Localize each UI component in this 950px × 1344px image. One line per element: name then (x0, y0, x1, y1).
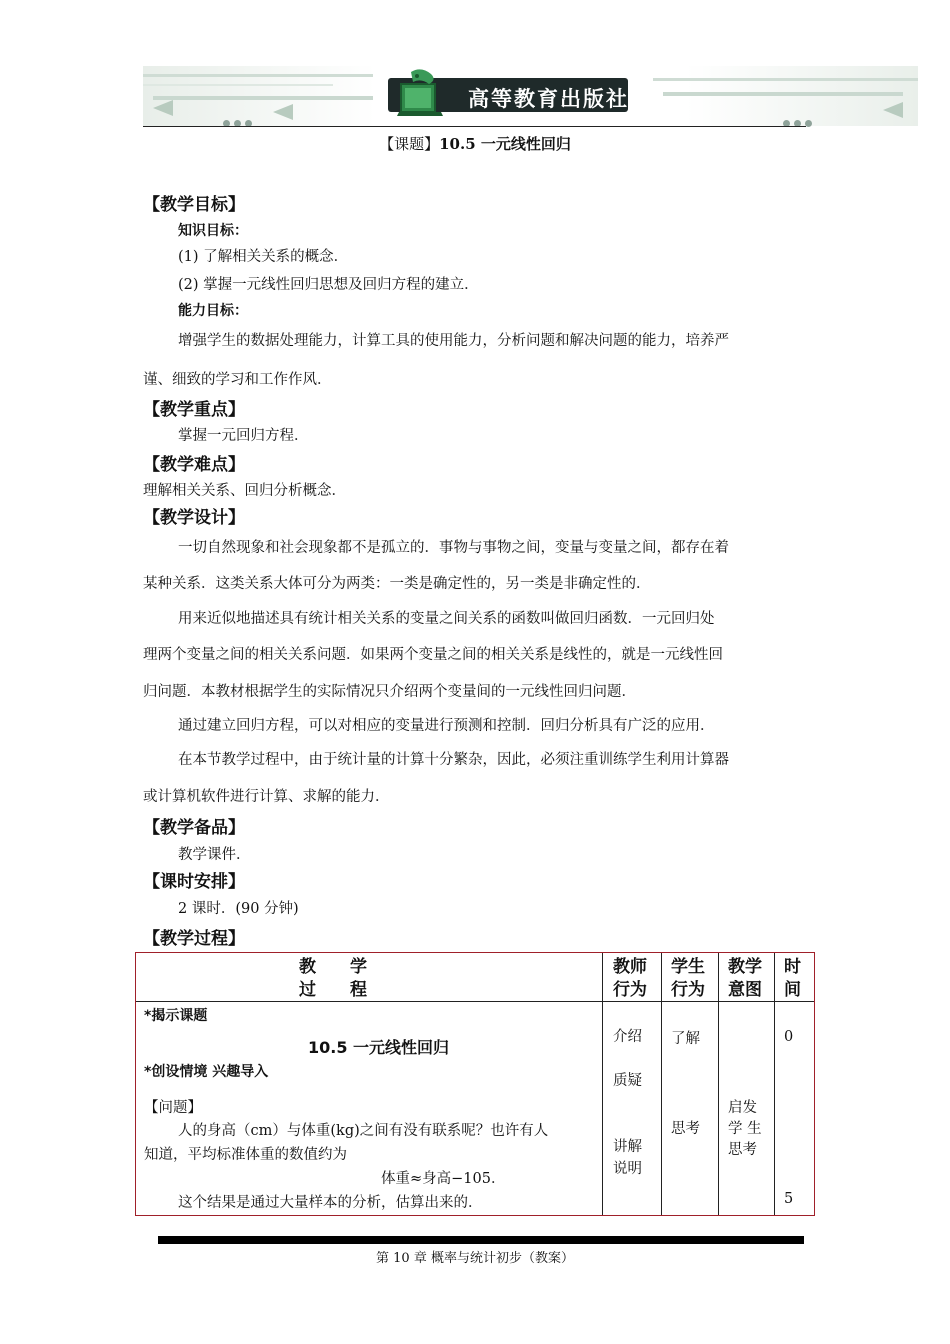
header-time-top: 时 (784, 957, 801, 977)
design-p2-line1: 用来近似地描述具有统计相关关系的变量之间关系的函数叫做回归函数．一元回归处 (178, 611, 715, 627)
header-time-bottom: 间 (784, 980, 801, 1000)
publisher-logo-icon (391, 68, 451, 120)
design-p4-line1: 在本节教学过程中，由于统计量的计算十分繁杂，因此，必须注重训练学生利用计算器 (178, 752, 729, 768)
student-action: 了解 (671, 1031, 700, 1047)
header-intent-top: 教学 (728, 957, 762, 977)
intent-text: 启发 (728, 1100, 757, 1116)
knowledge-label: 知识目标： (178, 223, 248, 239)
knowledge-item-2: (2) 掌握一元线性回归思想及回归方程的建立． (178, 277, 479, 293)
topic-title: 10.5 一元线性回归 (308, 1038, 450, 1057)
key-heading: 【教学重点】 (143, 400, 245, 420)
design-p2-line3: 归问题．本教材根据学生的实际情况只介绍两个变量间的一元线性回归问题． (143, 684, 636, 700)
difficulty-text: 理解相关关系、回归分析概念． (143, 483, 346, 499)
conclusion-text: 这个结果是通过大量样本的分析，估算出来的． (178, 1195, 483, 1211)
header-process-top: 教 学 (299, 957, 367, 977)
col-divider (602, 953, 603, 1215)
header-teacher-bottom: 行为 (613, 980, 647, 1000)
header-process-bottom: 过 程 (299, 980, 367, 1000)
header-teacher-top: 教师 (613, 957, 647, 977)
header-student-bottom: 行为 (671, 980, 705, 1000)
design-p1-line2: 某种关系．这类关系大体可分为两类：一类是确定性的，另一类是非确定性的． (143, 576, 651, 592)
lesson-tag: 【课题】 (379, 135, 440, 153)
intent-text: 学 生 (728, 1121, 762, 1137)
col-divider (661, 953, 662, 1215)
header-rule (143, 126, 806, 127)
teacher-action: 质疑 (613, 1073, 642, 1089)
footer-bar (158, 1236, 804, 1244)
lesson-title-text: 10.5 一元线性回归 (439, 135, 571, 153)
ability-text-line2: 谨、细致的学习和工作作风． (143, 372, 332, 388)
design-p1-line1: 一切自然现象和社会现象都不是孤立的．事物与事物之间，变量与变量之间，都存在着 (178, 540, 729, 556)
teacher-action: 讲解 (613, 1139, 642, 1155)
col-divider (718, 953, 719, 1215)
goals-heading: 【教学目标】 (143, 195, 245, 215)
ability-text-line1: 增强学生的数据处理能力，计算工具的使用能力，分析问题和解决问题的能力，培养严 (178, 333, 729, 349)
difficulty-heading: 【教学难点】 (143, 455, 245, 475)
weight-formula: 体重≈身高−105． (381, 1171, 506, 1187)
process-table (135, 952, 815, 1216)
header-student-top: 学生 (671, 957, 705, 977)
design-p4-line2: 或计算机软件进行计算、求解的能力． (143, 789, 390, 805)
question-line2: 知道，平均标准体重的数值约为 (144, 1147, 347, 1163)
time-value: 5 (784, 1191, 794, 1207)
publisher-name: 高等教育出版社 (468, 87, 629, 111)
teacher-action: 介绍 (613, 1029, 642, 1045)
design-p2-line2: 理两个变量之间的相关关系问题．如果两个变量之间的相关关系是线性的，就是一元线性回 (143, 647, 723, 663)
time-value: 0 (784, 1029, 794, 1045)
intent-text: 思考 (728, 1142, 757, 1158)
design-p3: 通过建立回归方程，可以对相应的变量进行预测和控制．回归分析具有广泛的应用． (178, 718, 715, 734)
scenario-label: *创设情境 兴趣导入 (144, 1064, 269, 1080)
prep-text: 教学课件． (178, 847, 251, 863)
col-divider (774, 953, 775, 1215)
student-action: 思考 (671, 1121, 700, 1137)
schedule-heading: 【课时安排】 (143, 872, 245, 892)
ability-label: 能力目标： (178, 303, 248, 319)
design-heading: 【教学设计】 (143, 508, 245, 528)
teacher-action: 说明 (613, 1161, 642, 1177)
key-text: 掌握一元回归方程． (178, 428, 309, 444)
header-divider (136, 1001, 814, 1002)
prep-heading: 【教学备品】 (143, 818, 245, 838)
process-heading: 【教学过程】 (143, 929, 245, 949)
lesson-title (0, 133, 950, 154)
question-line1: 人的身高（cm）与体重(kg)之间有没有联系呢？也许有人 (178, 1123, 549, 1139)
reveal-topic-label: *揭示课题 (144, 1008, 208, 1024)
banner-dots-right (783, 112, 816, 131)
header-intent-bottom: 意图 (728, 980, 762, 1000)
publisher-banner (143, 66, 918, 126)
schedule-text: 2 课时．(90 分钟) (178, 901, 299, 917)
knowledge-item-1: (1) 了解相关关系的概念． (178, 249, 349, 265)
banner-dots-left (223, 112, 256, 131)
question-label: 【问题】 (144, 1100, 202, 1116)
footer-text: 第 10 章 概率与统计初步（教案） (376, 1251, 574, 1266)
